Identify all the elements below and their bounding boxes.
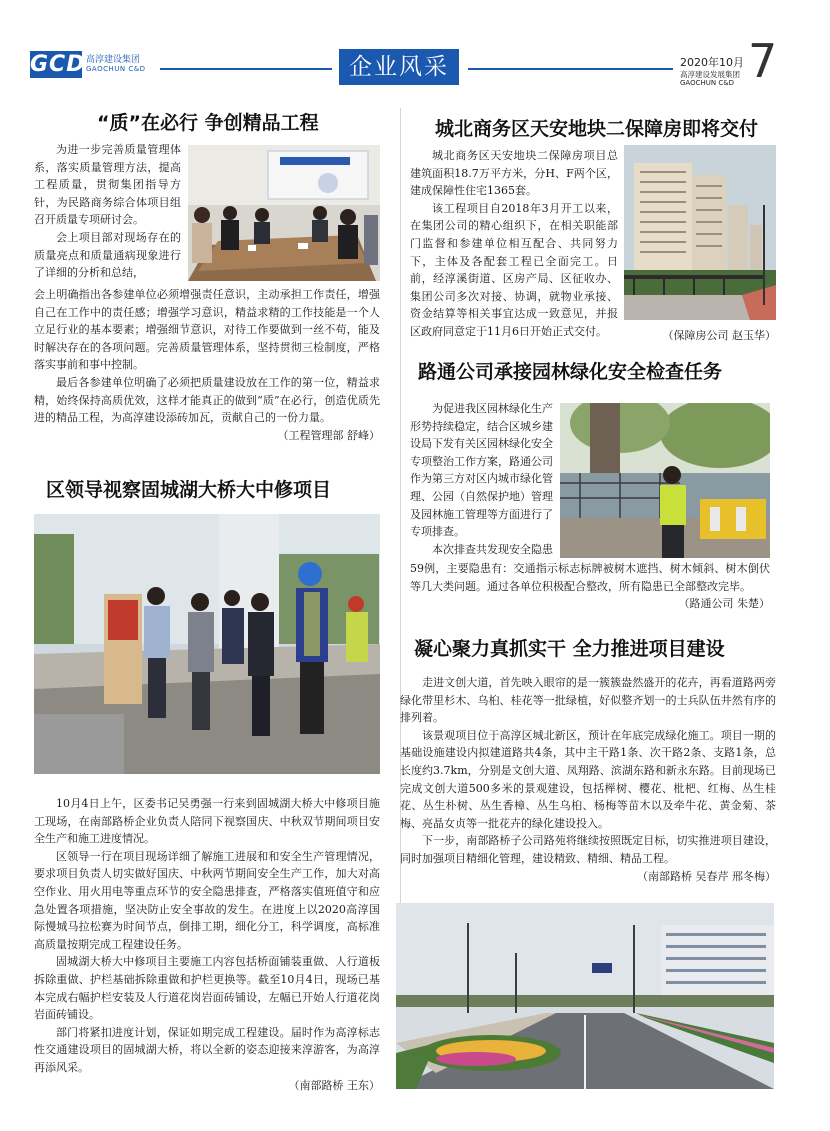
masthead-rule-left [160,68,332,70]
logo-company-en: GAOCHUN C&D [86,65,146,73]
landscaped-avenue-photo-icon [396,903,774,1089]
article2-paragraph: 部门将紧扣进度计划，保证如期完成工程建设。届时作为高淳标志性交通建设项目的固城湖大桥，将以全新的姿态迎接来淳游客，为高淳再添风采。 [34,1025,380,1074]
section-title: 企业风采 [339,49,459,85]
tree-inspection-worker-photo-icon [560,403,770,558]
article1-paragraph: 会上项目部对现场存在的质量亮点和质量通病现象进行了详细的分析和总结， [34,230,181,280]
article1-byline: （工程管理部 舒峰） [277,428,380,442]
article1-paragraph: 最后各参建单位明确了必须把质量建设放在工作的第一位，精益求精，始终保持高质优效，这样才能真正的做到“质”在必行，创造优质先进的精品工程，为高淳建设添砖加瓦，贡献自己的一份力量。 [34,375,380,425]
article4-byline: （路通公司 朱楚） [678,597,770,611]
article3-byline: （保障房公司 赵玉华） [662,329,776,342]
gcd-logo [30,51,154,78]
meeting-room-photo-icon [188,145,380,281]
apartment-towers-photo-icon [624,145,776,320]
article5-paragraph: 走进文创大道，首先映入眼帘的是一簇簇盎然盛开的花卉，再看道路两旁绿化带里杉木、乌桕、桂花等一批绿植，好似整齐划一的士兵队伍井然有序的排列着。 [400,676,776,725]
issue-organization-en: GAOCHUN C&D [680,79,735,87]
article4-paragraph: 本次排查共发现安全隐患 [432,542,553,556]
article2-byline: （南部路桥 王东） [288,1078,380,1092]
article3-paragraph: 该工程项目自2018年3月开工以来，在集团公司的精心组织下，在相关职能部门监督和参建单位相互配合、共同努力下，主体及各配套工程已全面完工。日前，经淳溪街道、区房产局、区征收办、集团公司多次对接、协调，就物业承接、资金结算等相关事宜达成一致意见，并报区政府同意定于11月6日开始正式交付。 [410,201,618,338]
article4-paragraph: 为促进我区园林绿化生产形势持续稳定，结合区城乡建设局下发有关区园林绿化安全专项整治工作方案，路通公司作为第三方对区内城市绿化管理、公园（自然保护地）管理及园林施工管理等方面进行了专项排查。 [410,402,553,539]
article3-title: 城北商务区天安地块二保障房即将交付 [435,118,759,140]
article1-body-wide [34,286,380,444]
page-number: 7 [748,34,778,88]
article4-body-wide [410,560,770,613]
logo-mark: GCD [30,52,86,77]
article5-paragraph: 下一步，南部路桥子公司路苑将继续按照既定目标，切实推进项目建设，同时加强项目精细化管理，建设精致、精细、精品工程。 [400,834,776,865]
article5-paragraph: 该景观项目位于高淳区城北新区，预计在年底完成绿化施工。项目一期的基础设施建设内拟建道路共4条，其中主干路1条、次干路2条、支路1条，总长度约3.7km，分别是文创大道、凤翔路、滨湖东路和新永东路。目前现场已完成文创大道500多米的景观建设，包括榉树、樱花、枇杷、红梅、丛生桂花、丛生朴树、丛生香樟、丛生乌桕、杨梅等苗木以及牵牛花、黄金菊、茶梅、亮晶女贞等一批花卉的绿化建设投入。 [400,728,776,830]
masthead-rule-right [468,68,673,70]
article1-paragraph: 会上明确指出各参建单位必须增强责任意识，主动承担工作责任，增强自己在工作中的责任感；增强学习意识，精益求精的工作技能是一个人立足行业的基本要素；增强细节意识，对待工作要做到一丝不苟，能及时解决存在的各项问题。完善质量管理体系，坚持贯彻三检制度，严格落实事前和事中控制。 [34,288,380,372]
article2-title: 区领导视察固城湖大桥大中修项目 [46,479,332,501]
article4-body-narrow [410,400,553,558]
article2-paragraph: 10月4日上午，区委书记吴勇强一行来到固城湖大桥大中修项目施工现场，在南部路桥企业负责人陪同下视察国庆、中秋双节期间项目安全生产和施工进度情况。 [34,797,380,846]
article2-paragraph: 区领导一行在项目现场详细了解施工进展和和安全生产管理情况，要求项目负责人切实做好国庆、中秋两节期间安全生产工作，加大对高空作业、用火用电等重点环节的安全隐患排查，严格落实值班值守和应急处置各项措施，坚决防止安全事故的发生。在进度上以2020高淳国际慢城马拉松赛为时间节点，倒排工期，细化分工，科学调度，高标准高质量按期完成工程建设任务。 [34,849,380,951]
article4-paragraph: 59例，主要隐患有：交通指示标志标牌被树木遮挡、树木倾斜、树木倒伏等几大类问题。通过各单位积极配合整改，所有隐患已全部整改完毕。 [410,562,770,593]
logo-company-cn: 高淳建设集团 [86,55,141,65]
article5-title: 凝心聚力真抓实干 全力推进项目建设 [414,638,725,660]
article1-paragraph: 为进一步完善质量管理体系，落实质量管理方法，提高工程质量，贯彻集团指导方针，为民路商务综合体项目组召开质量专项研讨会。 [34,143,181,227]
issue-date: 2020年10月 [680,56,744,69]
article5-byline: （南部路桥 吴春芹 邢冬梅） [637,869,776,883]
article1-title: “质”在必行 争创精品工程 [97,112,319,134]
bridge-site-inspection-photo-icon [34,514,380,774]
article1-body-narrow [34,141,181,282]
article4-title: 路通公司承接园林绿化安全检查任务 [418,361,723,383]
article2-paragraph: 固城湖大桥大中修项目主要施工内容包括桥面铺装重做、人行道板拆除重做、护栏基础拆除重做和护栏更换等。截至10月4日，现场已基本完成右幅护栏安装及人行道花岗岩面砖铺设，左幅已开始人行道花岗岩面砖铺设。 [34,955,380,1022]
issue-organization: 高淳建设发展集团 [680,70,740,79]
article2-body [34,795,380,1094]
article5-body [400,674,776,885]
article3-paragraph: 城北商务区天安地块二保障房项目总建筑面积18.7万平方米，分H、F两个区，建成保障性住宅1365套。 [410,149,618,198]
article3-body [410,147,618,341]
